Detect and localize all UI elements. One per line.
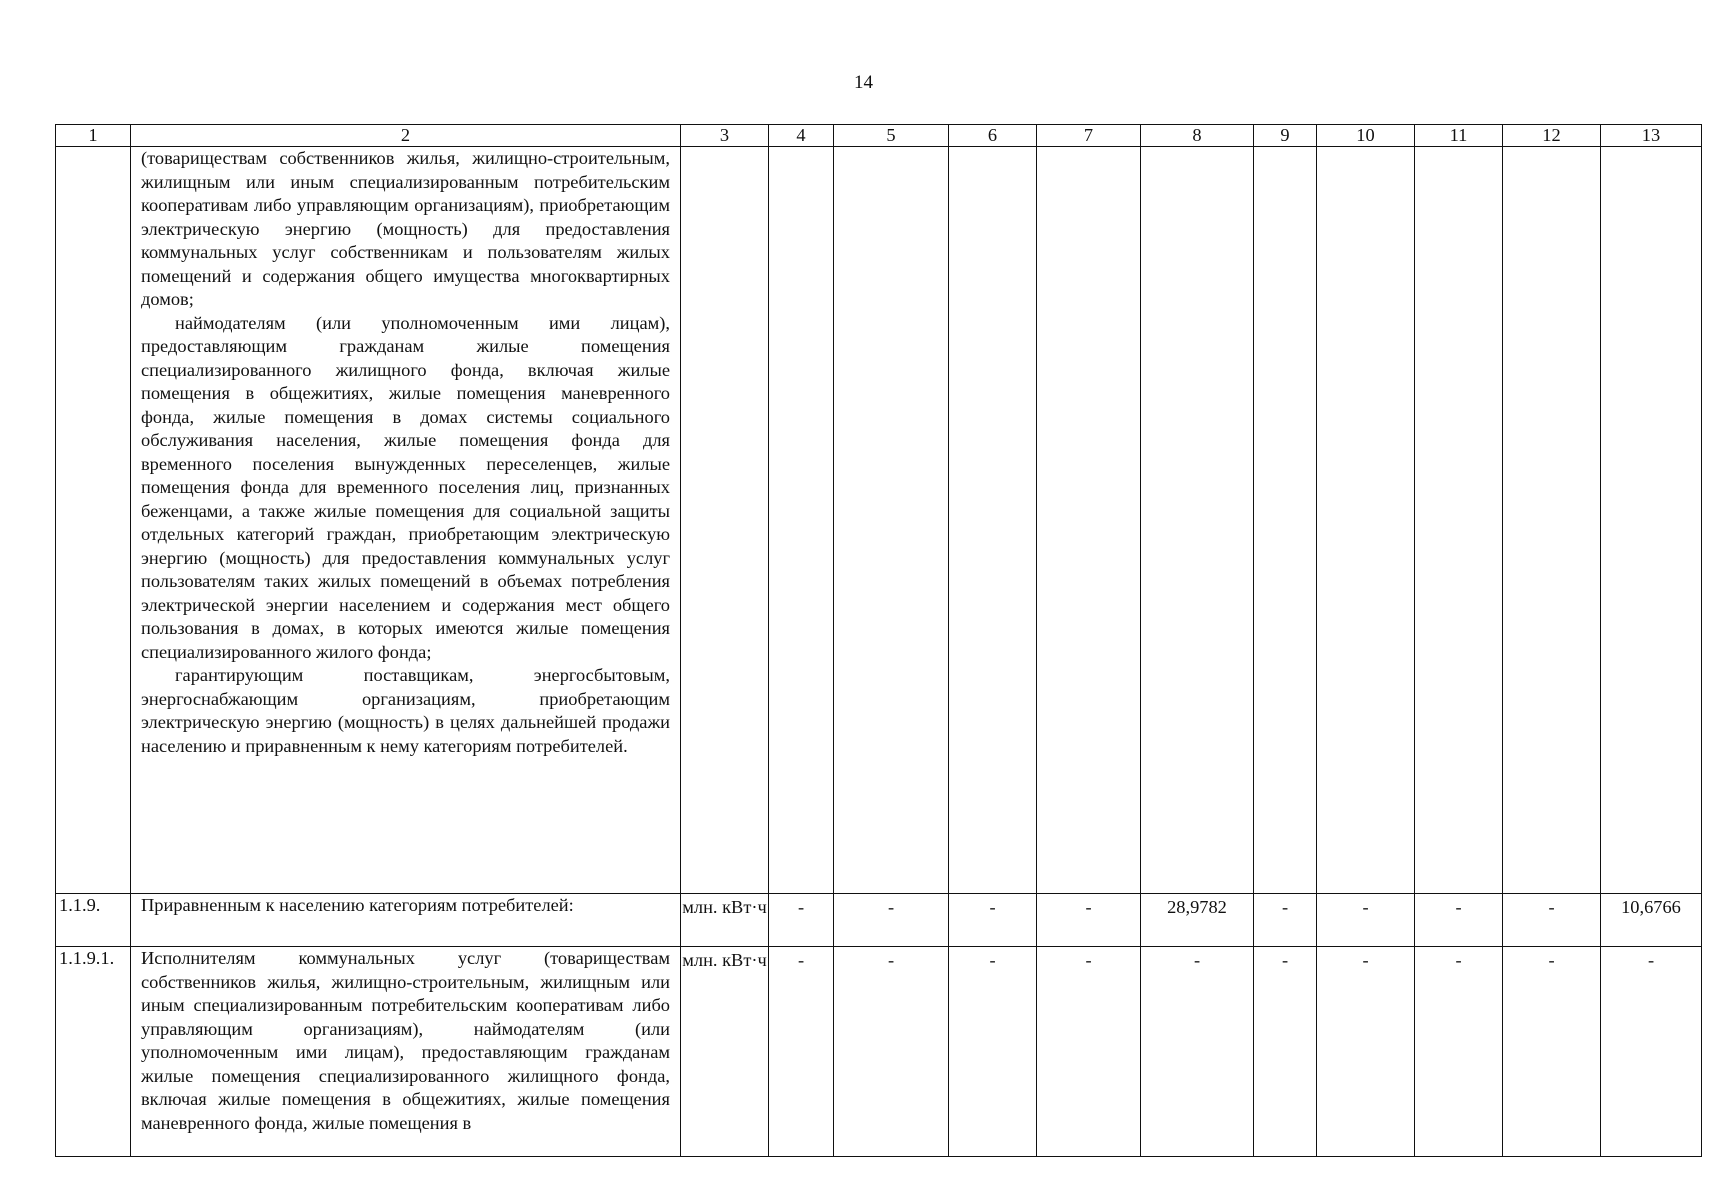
column-header: 2 [131, 125, 681, 147]
column-header: 4 [769, 125, 834, 147]
row-unit: млн. кВт·ч [681, 894, 769, 947]
table-row [56, 894, 1702, 947]
description-paragraph: Исполнителям коммунальных услуг (товариществам собственников жилья, жилищно-строительным, жилищным или иным специализированным потребительским кооперативам либо управляющим организациям), наймодателям (или уполномоченным ими лицам), предоставляющим гражданам жилые помещения специализированного жилищного фонда, включая жилые помещения в общежитиях, жилые помещения маневренного фонда, жилые помещения в [141, 948, 670, 1133]
value-cell: - [1415, 947, 1503, 1157]
row-code: 1.1.9. [56, 894, 131, 947]
row-unit [681, 147, 769, 894]
value-cell: - [1503, 894, 1601, 947]
row-description [131, 894, 681, 947]
value-cell: - [1037, 947, 1141, 1157]
value-cell [949, 147, 1037, 894]
value-cell [1141, 147, 1254, 894]
table-row [56, 147, 1702, 894]
value-cell: - [1254, 894, 1317, 947]
column-header: 3 [681, 125, 769, 147]
row-description [131, 147, 681, 894]
value-cell: - [1317, 894, 1415, 947]
column-header: 8 [1141, 125, 1254, 147]
column-header: 1 [56, 125, 131, 147]
value-cell: - [1254, 947, 1317, 1157]
value-cell: - [1415, 894, 1503, 947]
value-cell [1317, 147, 1415, 894]
column-header: 10 [1317, 125, 1415, 147]
page-number: 14 [854, 72, 873, 93]
value-cell: - [1601, 947, 1702, 1157]
column-header: 11 [1415, 125, 1503, 147]
column-header: 5 [834, 125, 949, 147]
row-unit: млн. кВт·ч [681, 947, 769, 1157]
data-table [55, 124, 1702, 1157]
column-header: 7 [1037, 125, 1141, 147]
value-cell [769, 147, 834, 894]
value-cell: - [769, 947, 834, 1157]
row-description [131, 947, 681, 1157]
value-cell [1254, 147, 1317, 894]
column-header: 9 [1254, 125, 1317, 147]
row-code: 1.1.9.1. [56, 947, 131, 1157]
description-paragraph: (товариществам собственников жилья, жилищно-строительным, жилищным или иным специализированным потребительским кооперативам либо управляющим организациям), приобретающим электрическую энергию (мощность) для предоставления коммунальных услуг собственникам и пользователям жилых помещений и содержания общего имущества многоквартирных домов; [141, 148, 670, 309]
value-cell: - [1037, 894, 1141, 947]
value-cell: - [834, 947, 949, 1157]
value-cell: - [1503, 947, 1601, 1157]
header-row [56, 125, 1702, 147]
value-cell: 28,9782 [1141, 894, 1254, 947]
value-cell: - [949, 947, 1037, 1157]
row-code [56, 147, 131, 894]
value-cell: - [1141, 947, 1254, 1157]
value-cell [834, 147, 949, 894]
description-paragraph: Приравненным к населению категориям потребителей: [141, 895, 574, 915]
value-cell: - [1317, 947, 1415, 1157]
value-cell: - [769, 894, 834, 947]
column-header: 13 [1601, 125, 1702, 147]
value-cell [1503, 147, 1601, 894]
value-cell: 10,6766 [1601, 894, 1702, 947]
description-paragraph: гарантирующим поставщикам, энергосбытовым, энергоснабжающим организациям, приобретающим электрическую энергию (мощность) в целях дальнейшей продажи населению и приравненным к нему категориям потребителей. [141, 665, 670, 756]
column-header: 12 [1503, 125, 1601, 147]
value-cell: - [949, 894, 1037, 947]
value-cell: - [834, 894, 949, 947]
column-header: 6 [949, 125, 1037, 147]
description-paragraph: наймодателям (или уполномоченным ими лицам), предоставляющим гражданам жилые помещения специализированного жилищного фонда, включая жилые помещения в общежитиях, жилые помещения маневренного фонда, жилые помещения в домах системы социального обслуживания населения, жилые помещения фонда для временного поселения вынужденных переселенцев, жилые помещения фонда для временного поселения лиц, признанных беженцами, а также жилые помещения для социальной защиты отдельных категорий граждан, приобретающим электрическую энергию (мощность) для предоставления коммунальных услуг пользователям таких жилых помещений в объемах потребления электрической энергии населением и содержания мест общего пользования в домах, в которых имеются жилые помещения специализированного жилого фонда; [141, 312, 670, 662]
value-cell [1415, 147, 1503, 894]
value-cell [1601, 147, 1702, 894]
table-row [56, 947, 1702, 1157]
value-cell [1037, 147, 1141, 894]
